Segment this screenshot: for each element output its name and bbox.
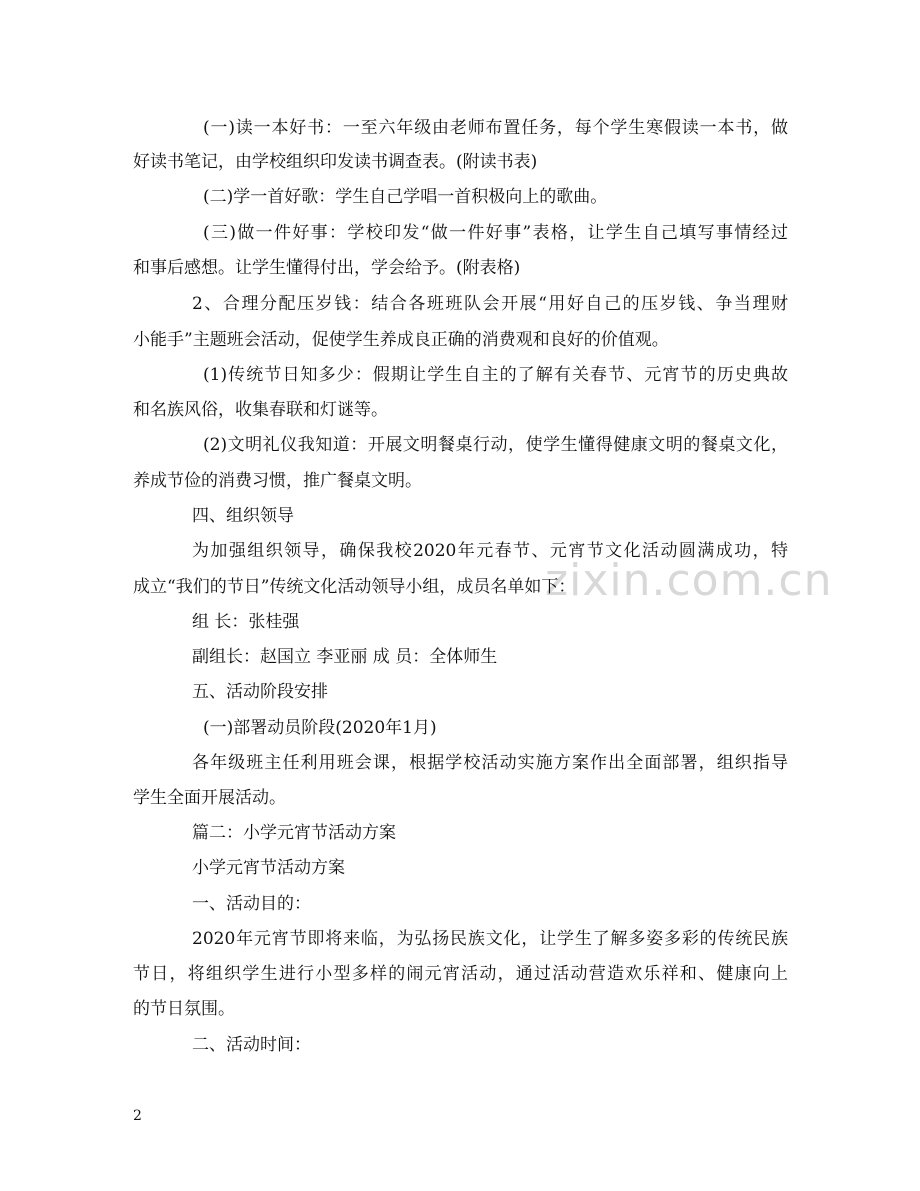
paragraph-line: (1)传统节日知多少：假期让学生自主的了解有关春节、元宵节的历史典故 — [203, 365, 788, 385]
paragraph-line: 小能手”主题班会活动，促使学生养成良正确的消费观和良好的价值观。 — [133, 330, 669, 350]
section-heading: 二、活动时间： — [192, 1035, 311, 1055]
section-heading: 五、活动阶段安排 — [192, 682, 328, 702]
paragraph-line: (一)读一本好书：一至六年级由老师布置任务，每个学生寒假读一本书，做 — [203, 118, 788, 138]
paragraph-line: 组 长：张桂强 — [192, 612, 300, 632]
paragraph-line: 学生全面开展活动。 — [133, 788, 286, 808]
paragraph-line: (2)文明礼仪我知道：开展文明餐桌行动，使学生懂得健康文明的餐桌文化， — [203, 435, 788, 455]
section-heading: 小学元宵节活动方案 — [192, 858, 345, 878]
paragraph-line: (三)做一件好事：学校印发“做一件好事”表格，让学生自己填写事情经过 — [203, 223, 788, 243]
paragraph-line: 和事后感想。让学生懂得付出，学会给予。(附表格) — [133, 258, 521, 278]
paragraph-line: 成立“我们的节日”传统文化活动领导小组，成员名单如下： — [133, 577, 576, 597]
section-heading: 篇二：小学元宵节活动方案 — [192, 823, 396, 843]
paragraph-line: 养成节俭的消费习惯，推广餐桌文明。 — [133, 471, 422, 491]
paragraph-line: 2020年元宵节即将来临，为弘扬民族文化，让学生了解多姿多彩的传统民族 — [192, 929, 788, 949]
paragraph-line: 副组长：赵国立 李亚丽 成 员：全体师生 — [192, 647, 498, 667]
paragraph-line: 各年级班主任利用班会课，根据学校活动实施方案作出全面部署，组织指导 — [192, 753, 788, 773]
page-number: 2 — [133, 1108, 142, 1124]
paragraph-line: (二)学一首好歌：学生自己学唱一首积极向上的歌曲。 — [203, 187, 608, 207]
paragraph-line: 和名族风俗，收集春联和灯谜等。 — [133, 400, 388, 420]
section-heading: 四、组织领导 — [192, 506, 294, 526]
paragraph-line: 2、合理分配压岁钱：结合各班班队会开展“用好自己的压岁钱、争当理财 — [192, 294, 788, 314]
paragraph-line: (一)部署动员阶段(2020年1月) — [203, 718, 437, 738]
paragraph-line: 的节日氛围。 — [133, 999, 235, 1019]
paragraph-line: 为加强组织领导，确保我校2020年元春节、元宵节文化活动圆满成功，特 — [192, 541, 788, 561]
section-heading: 一、活动目的： — [192, 894, 311, 914]
paragraph-line: 好读书笔记，由学校组织印发读书调查表。(附读书表) — [133, 152, 538, 172]
watermark: zixin.com.cn — [545, 555, 833, 606]
paragraph-line: 节日，将组织学生进行小型多样的闹元宵活动，通过活动营造欢乐祥和、健康向上 — [133, 964, 788, 984]
